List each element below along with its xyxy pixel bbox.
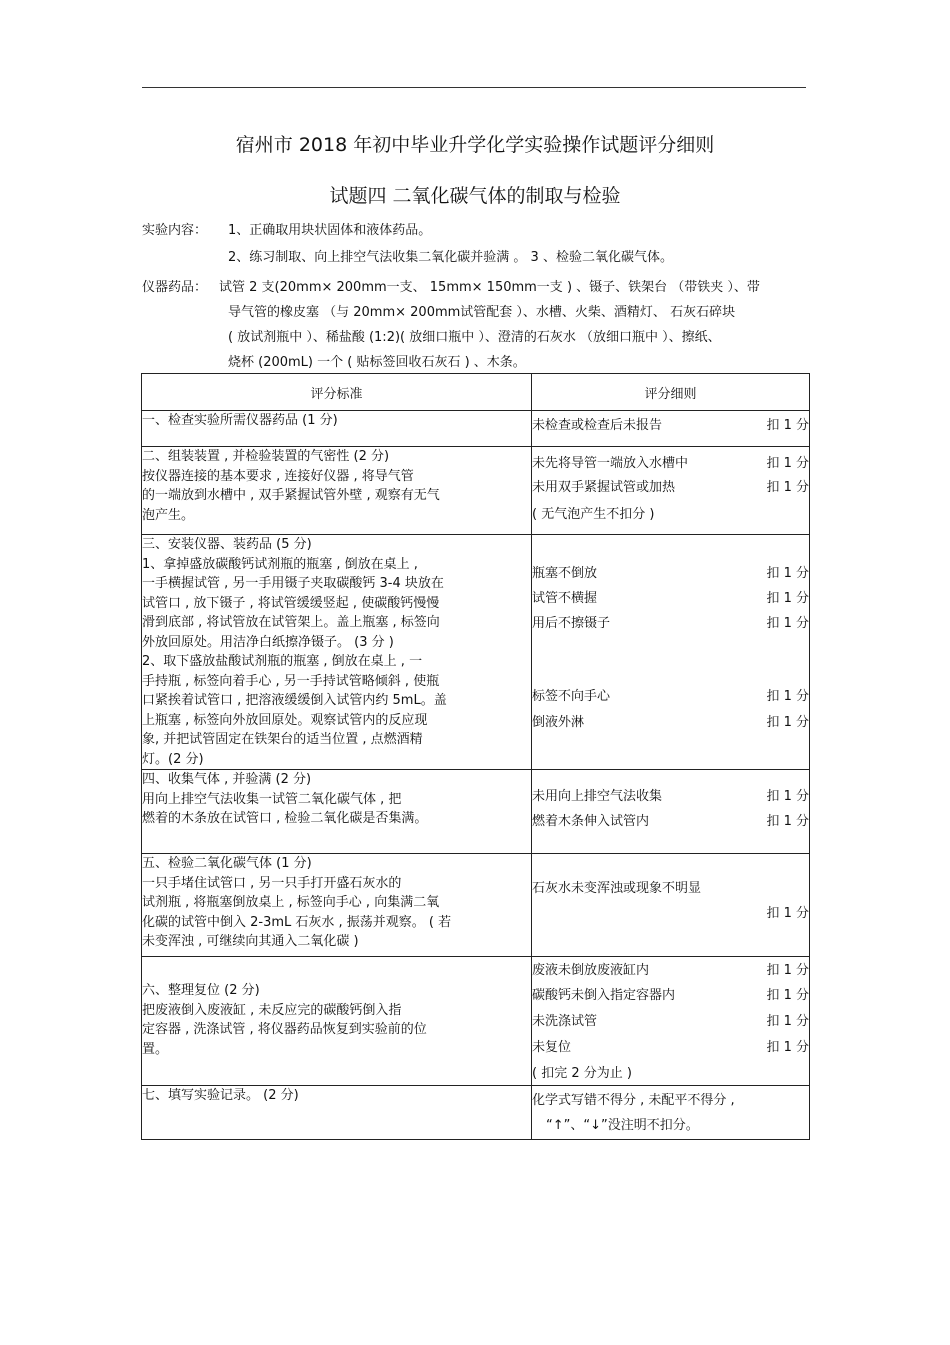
details-cell [532,1086,810,1140]
deduction-item [532,587,809,612]
header-details: 评分细则 [532,374,810,411]
deduction-score: 扣 1 分 [766,480,809,495]
criteria-line: 滑到底部 , 将试管放在试管架上。盖上瓶塞 , 标签向 [142,615,440,630]
deduction-item [532,1062,809,1081]
criteria-line: 一只手堵住试管口 , 另一只手打开盛石灰水的 [142,875,402,891]
deduction-score: 扣 1 分 [766,418,809,433]
table-row [142,1086,810,1140]
deduction-item [532,810,809,829]
criteria-line: 六、整理复位 (2 分) [142,983,260,998]
deduction-text: 未洗涤试管 [532,1014,598,1029]
criteria-cell [142,1086,532,1140]
instruments-line-2: 导气管的橡皮塞 （与 20mm× 200mm试管配套 ）、水槽、火柴、酒精灯、 石灰石碎块 [228,305,736,320]
table-row [142,770,810,854]
criteria-line: 燃着的木条放在试管口 , 检验二氧化碳是否集满。 [142,811,428,826]
instruments-line-3: ( 放试剂瓶中 ）、稀盐酸 (1:2)( 放细口瓶中 ）、澄清的石灰水 （放细口瓶中 ）、擦纸、 [228,330,721,345]
criteria-line: 的一端放到水槽中 , 双手紧握试管外壁 , 观察有无气 [142,488,440,503]
deduction-text: 废液未倒放废液缸内 [532,963,650,978]
deduction-text: 化学式写错不得分 , 未配平不得分 , [532,1093,735,1108]
deduction-text: 试管不横握 [532,591,598,606]
deduction-text: 瓶塞不倒放 [532,566,598,581]
deduction-score: 扣 1 分 [766,689,809,704]
content-line-2: 2、练习制取、向上排空气法收集二氧化碳并验满 。 3 、检验二氧化碳气体。 [228,250,673,265]
deduction-text: 未用向上排空气法收集 [532,789,663,804]
deduction-text: ( 无气泡产生不扣分 ) [532,507,655,522]
criteria-line: 试管口 , 放下镊子 , 将试管缓缓竖起 , 使碳酸钙慢慢 [142,595,440,611]
criteria-line: 一、检查实验所需仪器药品 (1 分) [142,413,338,428]
criteria-line: 四、收集气体 , 并验满 (2 分) [142,772,312,787]
deduction-score: 扣 1 分 [766,963,809,978]
criteria-line: 外放回原处。用洁净白纸擦净镊子。 (3 分 ) [142,634,394,650]
header-criteria: 评分标准 [142,374,532,411]
criteria-line: 化碳的试管中倒入 2-3mL 石灰水 , 振荡并观察。 ( 若 [142,914,452,930]
details-cell [532,957,810,1086]
criteria-cell [142,957,532,1086]
deduction-text: 未先将导管一端放入水槽中 [532,456,689,471]
deduction-item [532,1010,809,1036]
top-rule [142,87,806,88]
deduction-text: 未检查或检查后未报告 [532,418,663,433]
deduction-text: 倒液外淋 [532,715,585,730]
deduction-score: 扣 1 分 [766,814,809,829]
deduction-item [532,984,809,1010]
page-subtitle: 试题四 二氧化碳气体的制取与检验 [329,185,621,207]
deduction-text: “↑”、“↓”没注明不扣分。 [546,1118,699,1133]
instruments-label: 仪器药品： [142,280,208,295]
table-header-row [142,374,810,411]
deduction-item [532,959,809,984]
table-row [142,447,810,535]
content-line-1: 1、正确取用块状固体和液体药品。 [228,223,432,238]
criteria-line: 泡产生。 [142,507,195,523]
deduction-item [532,503,809,522]
page-title: 宿州市 2018 年初中毕业升学化学实验操作试题评分细则 [235,134,715,156]
deduction-item [532,414,809,433]
instruments-line-4: 烧杯 (200mL) 一个 ( 贴标签回收石灰石 ) 、木条。 [228,355,526,370]
details-cell [532,770,810,854]
deduction-text: 用后不擦镊子 [532,616,611,631]
criteria-line: 定容器 , 洗涤试管 , 将仪器药品恢复到实验前的位 [142,1022,427,1037]
criteria-line: 一手横握试管 , 另一手用镊子夹取碳酸钙 3-4 块放在 [142,576,444,591]
criteria-line: 口紧挨着试管口 , 把溶液缓缓倒入试管内约 5mL。盖 [142,693,447,708]
criteria-line: 试剂瓶 , 将瓶塞倒放桌上 , 标签向手心 , 向集满二氧 [142,895,440,910]
table-row [142,411,810,447]
table-row [142,535,810,770]
deduction-text: 未复位 [532,1040,572,1055]
criteria-line: 按仪器连接的基本要求 , 连接好仪器 , 将导气管 [142,468,414,484]
deduction-item [532,1089,809,1114]
criteria-line: 二、组装装置 , 并检验装置的气密性 (2 分) [142,449,390,464]
criteria-line: 五、检验二氧化碳气体 (1 分) [142,856,312,871]
deduction-text: 石灰水未变浑浊或现象不明显 [532,881,702,896]
deduction-score: 扣 1 分 [766,616,809,631]
deduction-score: 扣 1 分 [766,591,809,606]
criteria-line: 三、安装仪器、装药品 (5 分) [142,537,312,552]
deduction-text: 碳酸钙未倒入指定容器内 [532,988,676,1003]
deduction-score: 扣 1 分 [766,906,809,921]
deduction-item [532,1036,809,1062]
deduction-item [532,452,809,476]
content-label: 实验内容： [142,223,208,238]
criteria-cell [142,854,532,957]
deduction-text: 未用双手紧握试管或加热 [532,480,676,495]
criteria-cell [142,770,532,854]
deduction-score: 扣 1 分 [766,1014,809,1029]
criteria-line: 1、拿掉盛放碳酸钙试剂瓶的瓶塞 , 倒放在桌上 , [142,556,418,572]
details-cell [532,854,810,957]
criteria-cell [142,535,532,770]
criteria-cell [142,411,532,447]
instruments-line-1: 试管 2 支(20mm× 200mm一支、 15mm× 150mm一支 ) 、镊子、铁架台 （带铁夹 ）、带 [219,280,760,295]
details-cell [532,535,810,770]
deduction-item [532,785,809,810]
deduction-score: 扣 1 分 [766,789,809,804]
deduction-item [532,612,809,685]
deduction-item [532,685,809,711]
deduction-score: 扣 1 分 [766,456,809,471]
details-cell [532,447,810,535]
criteria-cell [142,447,532,535]
deduction-score: 扣 1 分 [766,566,809,581]
deduction-item [532,902,809,921]
deduction-item [532,711,809,730]
deduction-item [532,1114,809,1133]
deduction-item [532,877,809,902]
details-cell [532,411,810,447]
deduction-item [532,476,809,503]
criteria-line: 未变浑浊 , 可继续向其通入二氧化碳 ) [142,934,359,949]
criteria-line: 置。 [142,1041,169,1057]
deduction-item [532,562,809,587]
criteria-line: 七、填写实验记录。 (2 分) [142,1088,299,1103]
table-row [142,854,810,957]
deduction-score: 扣 1 分 [766,988,809,1003]
deduction-score: 扣 1 分 [766,715,809,730]
deduction-text: 标签不向手心 [532,689,611,704]
deduction-score: 扣 1 分 [766,1040,809,1055]
deduction-text: 燃着木条伸入试管内 [532,814,650,829]
deduction-text: ( 扣完 2 分为止 ) [532,1066,632,1081]
criteria-line: 象, 并把试管固定在铁架台的适当位置 , 点燃酒精 [142,732,423,747]
criteria-line: 灯。(2 分) [142,751,204,767]
criteria-line: 2、取下盛放盐酸试剂瓶的瓶塞 , 倒放在桌上 , 一 [142,654,423,669]
criteria-line: 把废液倒入废液缸 , 未反应完的碳酸钙倒入指 [142,1002,402,1018]
criteria-line: 手持瓶 , 标签向着手心 , 另一手持试管略倾斜 , 使瓶 [142,673,440,689]
criteria-line: 上瓶塞 , 标签向外放回原处。观察试管内的反应现 [142,712,428,728]
scoring-table [141,373,810,1140]
criteria-line: 用向上排空气法收集一试管二氧化碳气体 , 把 [142,791,402,807]
table-row [142,957,810,1086]
